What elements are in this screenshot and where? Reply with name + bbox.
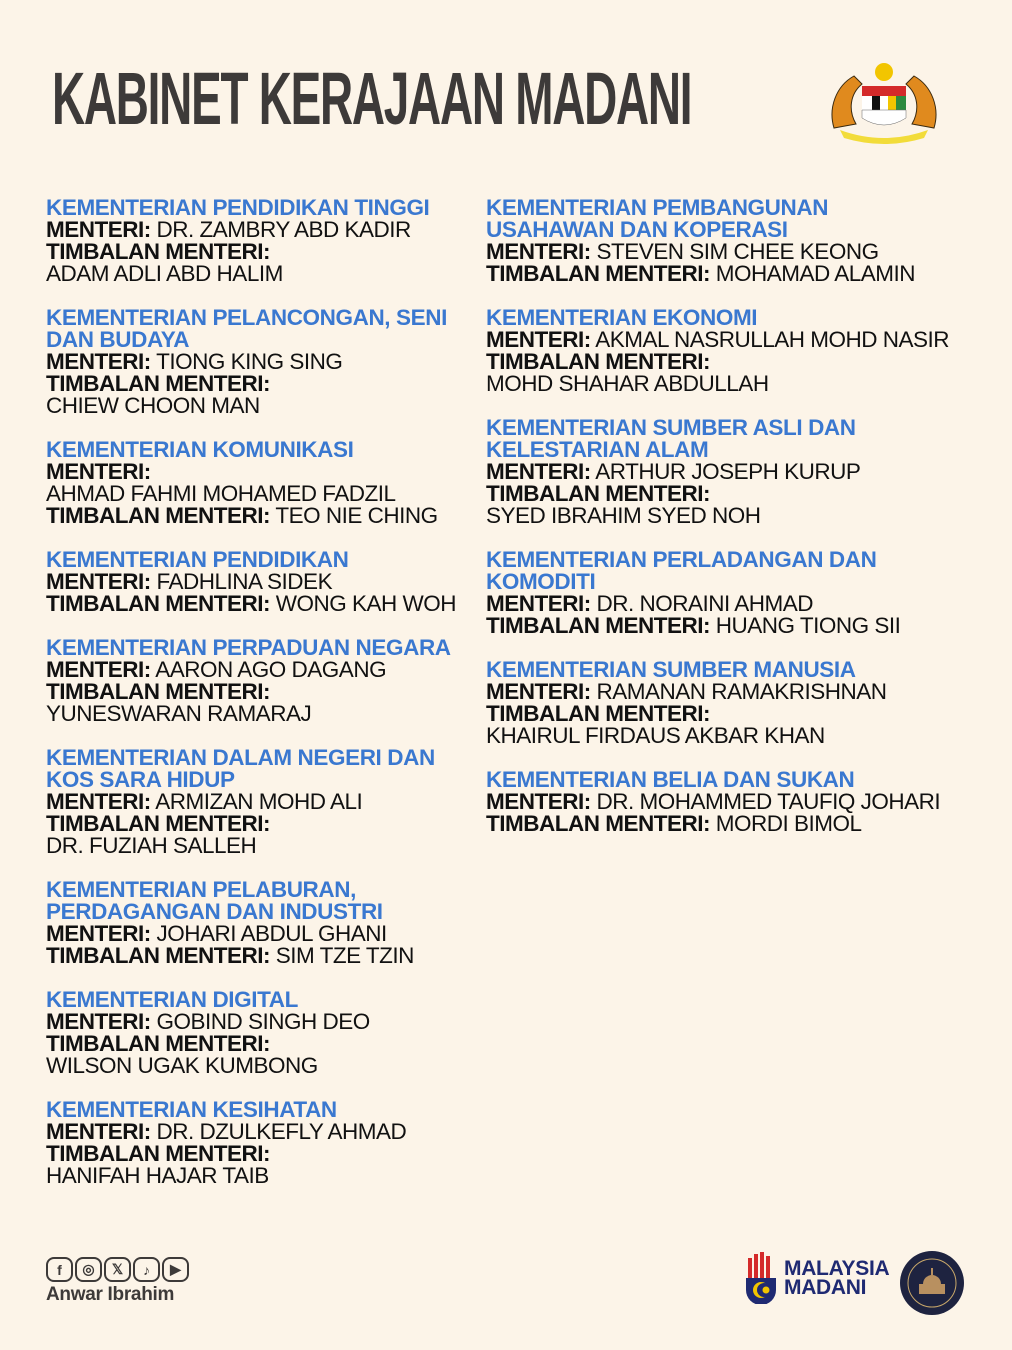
- minister-line: [46, 1011, 486, 1033]
- ministry-name: KEMENTERIAN EKONOMI: [486, 305, 758, 330]
- ministry-name: USAHAWAN DAN KOPERASI: [486, 217, 788, 242]
- ministry-name: KEMENTERIAN PERPADUAN NEGARA: [46, 635, 451, 660]
- deputy-name-line: [46, 1165, 486, 1187]
- ministry-block: [46, 747, 486, 857]
- deputy-line: [46, 1033, 486, 1055]
- deputy-name-line: [46, 835, 486, 857]
- ministry-block: [46, 1099, 486, 1187]
- ministry-name: KEMENTERIAN SUMBER ASLI DAN: [486, 415, 856, 440]
- minister-name: AHMAD FAHMI MOHAMED FADZIL: [46, 481, 396, 506]
- deputy-label: TIMBALAN MENTERI:: [46, 811, 270, 836]
- minister-label: MENTERI:: [486, 459, 591, 484]
- deputy-line: [46, 813, 486, 835]
- ministry-name: KEMENTERIAN PELABURAN,: [46, 877, 356, 902]
- deputy-line: [486, 615, 986, 637]
- minister-line: [46, 923, 486, 945]
- deputy-name: HANIFAH HAJAR TAIB: [46, 1163, 269, 1188]
- right-column: [486, 197, 986, 857]
- minister-label: MENTERI:: [486, 789, 591, 814]
- minister-label: MENTERI:: [46, 569, 151, 594]
- page-title: KABINET KERAJAAN MADANI: [52, 57, 692, 140]
- coat-of-arms-icon: [826, 58, 942, 146]
- minister-label: MENTERI:: [46, 657, 151, 682]
- social-footer: [46, 1257, 189, 1306]
- ministry-name: KEMENTERIAN BELIA DAN SUKAN: [486, 767, 855, 792]
- madani-line2: MADANI: [784, 1276, 867, 1299]
- facebook-icon[interactable]: f: [46, 1257, 73, 1282]
- ministry-name: KEMENTERIAN DALAM NEGERI DAN: [46, 745, 435, 770]
- deputy-label: TIMBALAN MENTERI:: [46, 503, 270, 528]
- deputy-line: [46, 505, 486, 527]
- ministry-block: [46, 989, 486, 1077]
- minister-name: ARMIZAN MOHD ALI: [155, 789, 363, 814]
- deputy-name: SYED IBRAHIM SYED NOH: [486, 503, 761, 528]
- minister-name: AKMAL NASRULLAH MOHD NASIR: [595, 327, 950, 352]
- author-name: Anwar Ibrahim: [46, 1284, 175, 1305]
- minister-label: MENTERI:: [46, 1009, 151, 1034]
- deputy-label: TIMBALAN MENTERI:: [46, 591, 270, 616]
- minister-line: [46, 791, 486, 813]
- ministry-name: DAN BUDAYA: [46, 327, 190, 352]
- ministry-name: KELESTARIAN ALAM: [486, 437, 709, 462]
- deputy-name-line: [486, 505, 986, 527]
- deputy-line: [46, 1143, 486, 1165]
- deputy-name-line: [486, 725, 986, 747]
- minister-name: DR. ZAMBRY ABD KADIR: [156, 217, 411, 242]
- ministry-name: KEMENTERIAN PENDIDIKAN TINGGI: [46, 195, 430, 220]
- deputy-label: TIMBALAN MENTERI:: [46, 239, 270, 264]
- deputy-name: YUNESWARAN RAMARAJ: [46, 701, 312, 726]
- malaysia-madani-logo: [744, 1252, 889, 1304]
- deputy-line: [46, 373, 486, 395]
- minister-line: [46, 571, 486, 593]
- ministry-name: KOS SARA HIDUP: [46, 767, 235, 792]
- ministry-block: [46, 439, 486, 527]
- deputy-name: DR. FUZIAH SALLEH: [46, 833, 257, 858]
- minister-name: FADHLINA SIDEK: [156, 569, 333, 594]
- minister-name: JOHARI ABDUL GHANI: [156, 921, 387, 946]
- deputy-name: CHIEW CHOON MAN: [46, 393, 260, 418]
- minister-line: [46, 461, 486, 483]
- minister-label: MENTERI:: [486, 327, 591, 352]
- deputy-name: KHAIRUL FIRDAUS AKBAR KHAN: [486, 723, 825, 748]
- ministry-name: KEMENTERIAN PERLADANGAN DAN: [486, 547, 877, 572]
- deputy-label: TIMBALAN MENTERI:: [486, 701, 710, 726]
- ministry-block: [486, 769, 986, 835]
- deputy-label: TIMBALAN MENTERI:: [46, 943, 270, 968]
- deputy-label: TIMBALAN MENTERI:: [46, 1031, 270, 1056]
- deputy-name: SIM TZE TZIN: [275, 943, 414, 968]
- minister-label: MENTERI:: [486, 591, 591, 616]
- ministry-name: KEMENTERIAN KESIHATAN: [46, 1097, 337, 1122]
- ministry-block: [46, 637, 486, 725]
- deputy-label: TIMBALAN MENTERI:: [46, 679, 270, 704]
- ministry-block: [46, 307, 486, 417]
- minister-name-line: [46, 483, 486, 505]
- madani-hand-icon: [744, 1252, 778, 1304]
- instagram-icon[interactable]: ◎: [75, 1257, 102, 1282]
- deputy-line: [46, 681, 486, 703]
- x-icon[interactable]: 𝕏: [104, 1257, 131, 1282]
- deputy-line: [46, 593, 486, 615]
- minister-name: TIONG KING SING: [156, 349, 343, 374]
- youtube-icon[interactable]: ▶: [162, 1257, 189, 1282]
- minister-line: [486, 461, 986, 483]
- deputy-name: TEO NIE CHING: [275, 503, 438, 528]
- ministry-name: PERDAGANGAN DAN INDUSTRI: [46, 899, 383, 924]
- ministry-name: KEMENTERIAN PENDIDIKAN: [46, 547, 349, 572]
- madani-line1: MALAYSIA: [784, 1257, 890, 1280]
- deputy-name-line: [46, 1055, 486, 1077]
- minister-line: [486, 593, 986, 615]
- deputy-name: HUANG TIONG SII: [715, 613, 901, 638]
- minister-line: [46, 219, 486, 241]
- minister-line: [486, 681, 986, 703]
- minister-line: [46, 1121, 486, 1143]
- minister-name: DR. NORAINI AHMAD: [596, 591, 814, 616]
- ministry-name: KEMENTERIAN KOMUNIKASI: [46, 437, 354, 462]
- deputy-name: ADAM ADLI ABD HALIM: [46, 261, 283, 286]
- minister-name: RAMANAN RAMAKRISHNAN: [596, 679, 887, 704]
- minister-label: MENTERI:: [46, 1119, 151, 1144]
- ministry-name: KEMENTERIAN PELANCONGAN, SENI: [46, 305, 447, 330]
- deputy-name: MOHD SHAHAR ABDULLAH: [486, 371, 769, 396]
- deputy-label: TIMBALAN MENTERI:: [486, 811, 710, 836]
- minister-label: MENTERI:: [46, 921, 151, 946]
- ministry-name: KEMENTERIAN DIGITAL: [46, 987, 298, 1012]
- minister-name: DR. MOHAMMED TAUFIQ JOHARI: [596, 789, 941, 814]
- deputy-label: TIMBALAN MENTERI:: [486, 349, 710, 374]
- minister-line: [486, 329, 986, 351]
- deputy-line: [486, 263, 986, 285]
- minister-line: [486, 791, 986, 813]
- deputy-line: [486, 813, 986, 835]
- deputy-name: WILSON UGAK KUMBONG: [46, 1053, 318, 1078]
- deputy-label: TIMBALAN MENTERI:: [486, 481, 710, 506]
- deputy-label: TIMBALAN MENTERI:: [46, 1141, 270, 1166]
- ministry-block: [486, 197, 986, 285]
- deputy-name: WONG KAH WOH: [275, 591, 456, 616]
- minister-line: [46, 659, 486, 681]
- deputy-label: TIMBALAN MENTERI:: [486, 613, 710, 638]
- minister-label: MENTERI:: [46, 459, 151, 484]
- minister-label: MENTERI:: [486, 679, 591, 704]
- deputy-line: [486, 351, 986, 373]
- minister-name: DR. DZULKEFLY AHMAD: [156, 1119, 407, 1144]
- deputy-line: [46, 241, 486, 263]
- deputy-name-line: [46, 703, 486, 725]
- minister-label: MENTERI:: [46, 349, 151, 374]
- ministry-name: KEMENTERIAN SUMBER MANUSIA: [486, 657, 856, 682]
- minister-name: ARTHUR JOSEPH KURUP: [595, 459, 861, 484]
- deputy-line: [486, 483, 986, 505]
- ministry-block: [46, 879, 486, 967]
- minister-name: GOBIND SINGH DEO: [156, 1009, 370, 1034]
- deputy-label: TIMBALAN MENTERI:: [486, 261, 710, 286]
- deputy-name: MORDI BIMOL: [715, 811, 862, 836]
- deputy-name-line: [46, 263, 486, 285]
- ministry-block: [486, 549, 986, 637]
- ministry-block: [46, 549, 486, 615]
- minister-name: STEVEN SIM CHEE KEONG: [596, 239, 879, 264]
- deputy-line: [46, 945, 486, 967]
- tiktok-icon[interactable]: ♪: [133, 1257, 160, 1282]
- pmo-seal-icon: [899, 1250, 965, 1316]
- ministry-block: [486, 417, 986, 527]
- ministry-name: KEMENTERIAN PEMBANGUNAN: [486, 195, 829, 220]
- minister-name: AARON AGO DAGANG: [155, 657, 387, 682]
- ministry-block: [486, 307, 986, 395]
- minister-line: [486, 241, 986, 263]
- deputy-line: [486, 703, 986, 725]
- minister-label: MENTERI:: [46, 217, 151, 242]
- minister-label: MENTERI:: [486, 239, 591, 264]
- ministry-block: [46, 197, 486, 285]
- ministry-name: KOMODITI: [486, 569, 596, 594]
- minister-label: MENTERI:: [46, 789, 151, 814]
- ministry-block: [486, 659, 986, 747]
- minister-line: [46, 351, 486, 373]
- deputy-name: MOHAMAD ALAMIN: [715, 261, 916, 286]
- deputy-name-line: [486, 373, 986, 395]
- deputy-name-line: [46, 395, 486, 417]
- left-column: [46, 197, 486, 1209]
- deputy-label: TIMBALAN MENTERI:: [46, 371, 270, 396]
